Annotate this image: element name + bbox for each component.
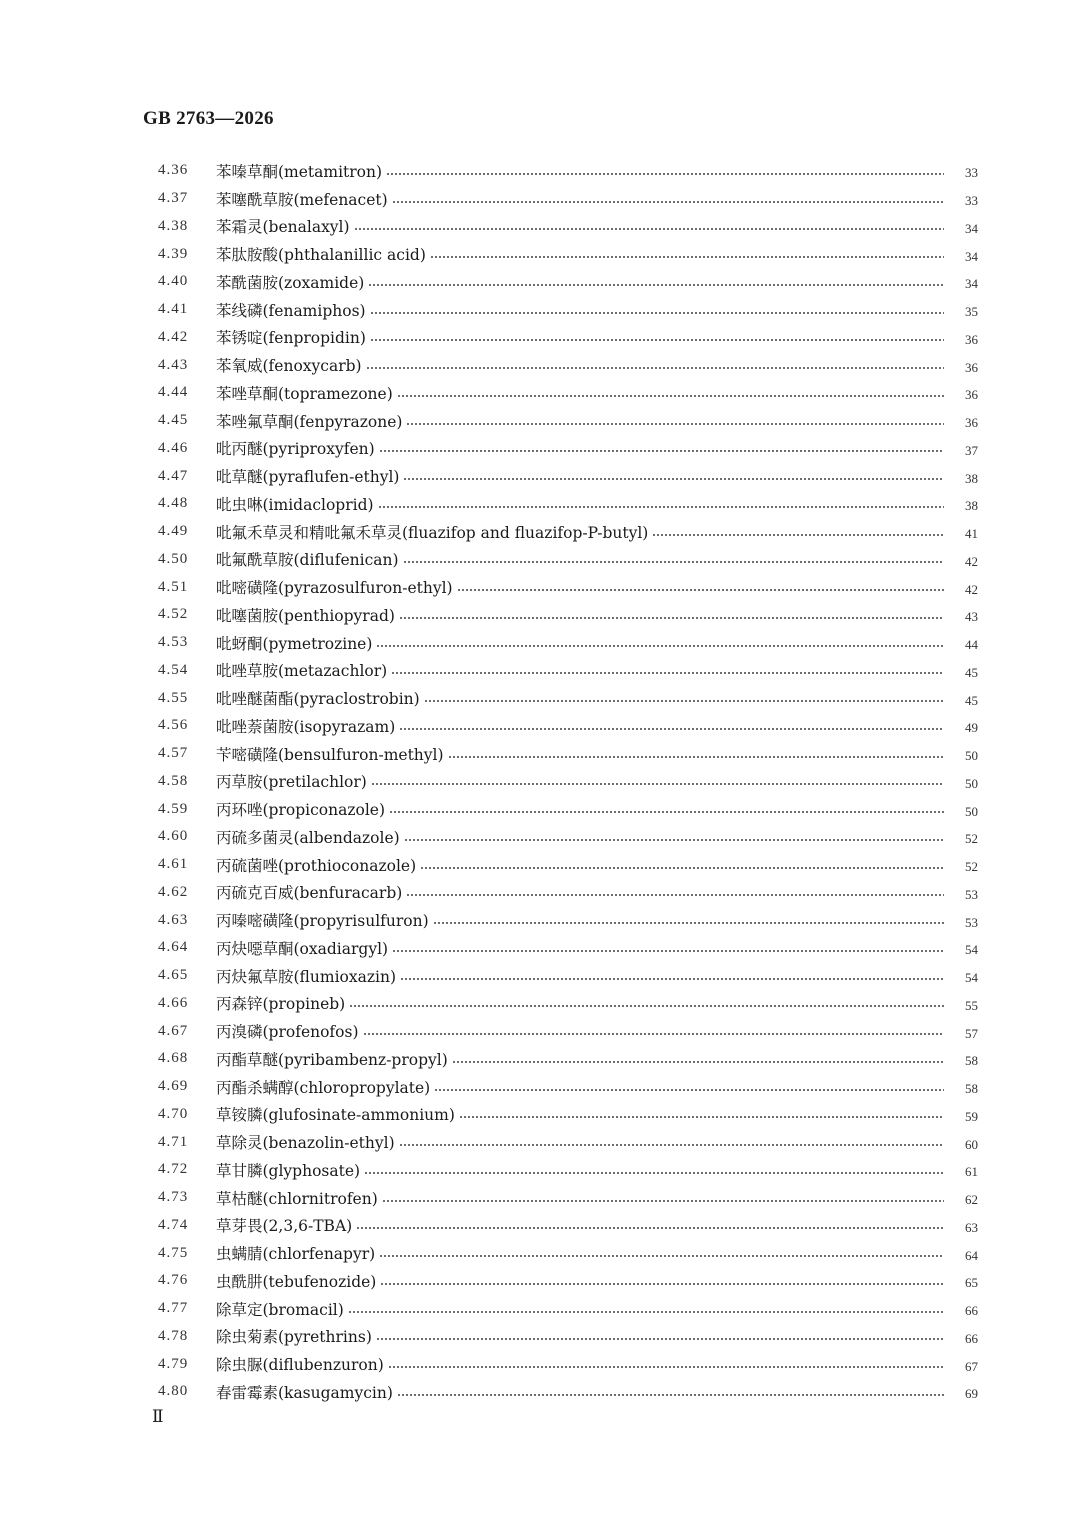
toc-entry-number: 4.77 [158,1300,189,1317]
dot-leader [392,950,944,952]
toc-entry-title: 丙硫克百威(benfuracarb) [216,884,403,903]
toc-entry[interactable] [158,657,978,685]
dot-leader [356,1227,944,1229]
toc-entry-title: 苯肽胺酸(phthalanillic acid) [216,246,426,265]
page-number: Ⅱ [152,1407,164,1426]
toc-entry-number: 4.79 [158,1355,189,1372]
dot-leader [452,1061,944,1063]
toc-entry-title: 苄嘧磺隆(bensulfuron-methyl) [216,745,444,764]
dot-leader [397,395,944,397]
toc-entry-page: 66 [965,1330,978,1346]
toc-entry[interactable] [158,351,978,379]
dot-leader [370,312,944,314]
toc-entry-page: 50 [965,803,978,819]
toc-entry-page: 65 [965,1275,978,1291]
toc-entry[interactable] [158,990,978,1018]
toc-entry-title: 苯霜灵(benalaxyl) [216,218,350,237]
toc-entry-page: 42 [965,581,978,597]
toc-entry[interactable] [158,240,978,268]
toc-entry[interactable] [158,1101,978,1129]
toc-entry[interactable] [158,601,978,629]
toc-entry-title: 苯线磷(fenamiphos) [216,301,366,320]
dot-leader [382,1200,944,1202]
toc-entry[interactable] [158,1017,978,1045]
toc-entry-title: 虫螨腈(chlorfenapyr) [216,1245,376,1264]
toc-entry-number: 4.80 [158,1383,189,1400]
toc-entry-title: 吡蚜酮(pymetrozine) [216,634,373,653]
toc-entry-title: 苯酰菌胺(zoxamide) [216,273,365,292]
toc-entry[interactable] [158,518,978,546]
toc-entry-title: 吡唑萘菌胺(isopyrazam) [216,717,396,736]
dot-leader [392,201,944,203]
toc-entry[interactable] [158,1073,978,1101]
toc-entry-title: 丙酯杀螨醇(chloropropylate) [216,1078,431,1097]
dot-leader [406,423,944,425]
toc-entry-page: 49 [965,720,978,736]
toc-entry-title: 苯锈啶(fenpropidin) [216,329,366,348]
toc-entry[interactable] [158,546,978,574]
toc-entry-number: 4.63 [158,911,189,928]
toc-entry-number: 4.43 [158,356,189,373]
dot-leader [389,811,944,813]
toc-entry-number: 4.61 [158,856,189,873]
dot-leader [652,534,944,536]
toc-entry-title: 草铵膦(glufosinate-ammonium) [216,1106,455,1125]
toc-entry-title: 除虫脲(diflubenzuron) [216,1356,384,1375]
toc-entry-title: 吡嘧磺隆(pyrazosulfuron-ethyl) [216,579,453,598]
toc-entry-title: 草除灵(benazolin-ethyl) [216,1134,395,1153]
toc-entry-title: 丙硫多菌灵(albendazole) [216,828,400,847]
toc-entry-number: 4.46 [158,439,189,456]
toc-entry-page: 67 [965,1358,978,1374]
dot-leader [424,700,944,702]
toc-entry-page: 58 [965,1053,978,1069]
toc-entry-title: 丙炔氟草胺(flumioxazin) [216,967,396,986]
toc-entry-number: 4.78 [158,1327,189,1344]
toc-entry-number: 4.51 [158,578,189,595]
toc-entry-number: 4.52 [158,606,189,623]
toc-entry[interactable] [158,1295,978,1323]
toc-entry-page: 59 [965,1108,978,1124]
toc-entry-number: 4.40 [158,273,189,290]
toc-entry[interactable] [158,1350,978,1378]
toc-entry[interactable] [158,1128,978,1156]
toc-entry-page: 58 [965,1081,978,1097]
toc-entry-number: 4.47 [158,467,189,484]
toc-entry[interactable] [158,1267,978,1295]
toc-entry-title: 吡唑醚菌酯(pyraclostrobin) [216,690,420,709]
toc-entry-page: 64 [965,1247,978,1263]
toc-entry-title: 苯唑氟草酮(fenpyrazone) [216,412,403,431]
dot-leader [457,589,944,591]
toc-entry-title: 春雷霉素(kasugamycin) [216,1383,393,1402]
toc-entry-number: 4.57 [158,745,189,762]
toc-entry-page: 52 [965,831,978,847]
toc-entry-number: 4.58 [158,772,189,789]
toc-entry[interactable] [158,768,978,796]
dot-leader [430,256,944,258]
toc-entry-number: 4.73 [158,1189,189,1206]
toc-entry[interactable] [158,157,978,185]
toc-entry-title: 苯噻酰草胺(mefenacet) [216,190,388,209]
toc-entry-page: 35 [965,304,978,320]
toc-entry-title: 吡氟酰草胺(diflufenican) [216,551,399,570]
toc-entry-number: 4.70 [158,1105,189,1122]
toc-entry-number: 4.44 [158,384,189,401]
toc-entry-title: 草枯醚(chlornitrofen) [216,1189,378,1208]
dot-leader [380,1283,944,1285]
dot-leader [363,1033,944,1035]
toc-entry-page: 34 [965,248,978,264]
dot-leader [378,506,944,508]
toc-entry-number: 4.48 [158,495,189,512]
table-of-contents [158,157,978,1406]
dot-leader [366,367,944,369]
toc-entry-page: 57 [965,1025,978,1041]
toc-entry-number: 4.71 [158,1133,189,1150]
toc-entry-page: 36 [965,359,978,375]
toc-entry-page: 44 [965,637,978,653]
dot-leader [379,1255,944,1257]
toc-entry-title: 吡氟禾草灵和精吡氟禾草灵(fluazifop and fluazifop-P-butyl) [216,523,649,542]
toc-entry[interactable] [158,851,978,879]
toc-entry-title: 丙酯草醚(pyribambenz-propyl) [216,1050,448,1069]
toc-entry-title: 丙硫菌唑(prothioconazole) [216,856,417,875]
toc-entry-title: 丙草胺(pretilachlor) [216,773,367,792]
toc-entry-number: 4.75 [158,1244,189,1261]
toc-entry-page: 50 [965,748,978,764]
toc-entry-title: 除草定(bromacil) [216,1300,344,1319]
toc-entry-page: 36 [965,387,978,403]
toc-entry-page: 43 [965,609,978,625]
toc-entry-number: 4.50 [158,550,189,567]
toc-entry-page: 45 [965,692,978,708]
toc-entry[interactable] [158,1184,978,1212]
toc-entry-number: 4.65 [158,967,189,984]
dot-leader [379,450,944,452]
dot-leader [391,672,944,674]
toc-entry[interactable] [158,629,978,657]
toc-entry-page: 38 [965,498,978,514]
toc-entry[interactable] [158,185,978,213]
toc-entry-number: 4.59 [158,800,189,817]
toc-entry[interactable] [158,296,978,324]
toc-entry-page: 45 [965,664,978,680]
toc-entry[interactable] [158,324,978,352]
toc-entry-number: 4.66 [158,994,189,1011]
toc-entry-page: 36 [965,415,978,431]
toc-entry-page: 41 [965,526,978,542]
toc-entry-number: 4.38 [158,217,189,234]
dot-leader [388,1366,944,1368]
toc-entry-number: 4.76 [158,1272,189,1289]
toc-entry-title: 草芽畏(2,3,6-TBA) [216,1217,353,1236]
toc-entry[interactable] [158,1239,978,1267]
toc-entry[interactable] [158,1156,978,1184]
dot-leader [434,1089,944,1091]
toc-entry-number: 4.54 [158,661,189,678]
toc-entry[interactable] [158,379,978,407]
dot-leader [348,1311,944,1313]
toc-entry-title: 吡虫啉(imidacloprid) [216,495,374,514]
toc-entry-page: 33 [965,193,978,209]
toc-entry-page: 55 [965,997,978,1013]
toc-entry-title: 吡噻菌胺(penthiopyrad) [216,606,395,625]
toc-entry-number: 4.74 [158,1216,189,1233]
toc-entry[interactable] [158,823,978,851]
toc-entry-page: 62 [965,1192,978,1208]
toc-entry[interactable] [158,684,978,712]
toc-entry-page: 42 [965,553,978,569]
dot-leader [386,173,944,175]
toc-entry-number: 4.55 [158,689,189,706]
toc-entry-number: 4.56 [158,717,189,734]
toc-entry-number: 4.72 [158,1161,189,1178]
toc-entry-title: 丙嗪嘧磺隆(propyrisulfuron) [216,912,429,931]
toc-entry-page: 36 [965,331,978,347]
toc-entry[interactable] [158,795,978,823]
dot-leader [397,1394,944,1396]
toc-entry-number: 4.42 [158,328,189,345]
toc-entry[interactable] [158,490,978,518]
toc-entry-page: 34 [965,220,978,236]
dot-leader [400,978,944,980]
dot-leader [399,617,944,619]
toc-entry[interactable] [158,462,978,490]
dot-leader [376,1338,944,1340]
toc-entry-number: 4.37 [158,190,189,207]
toc-entry-number: 4.62 [158,883,189,900]
toc-entry[interactable] [158,1212,978,1240]
toc-entry-page: 34 [965,276,978,292]
toc-entry-title: 虫酰肼(tebufenozide) [216,1272,377,1291]
toc-entry-number: 4.53 [158,634,189,651]
dot-leader [459,1116,944,1118]
toc-entry-page: 66 [965,1303,978,1319]
dot-leader [376,645,944,647]
toc-entry-page: 60 [965,1136,978,1152]
toc-entry[interactable] [158,1378,978,1406]
dot-leader [403,561,944,563]
toc-entry-number: 4.68 [158,1050,189,1067]
dot-leader [420,867,944,869]
toc-entry-number: 4.39 [158,245,189,262]
toc-entry-number: 4.45 [158,412,189,429]
toc-entry-page: 53 [965,886,978,902]
dot-leader [406,894,944,896]
dot-leader [364,1172,944,1174]
toc-entry[interactable] [158,407,978,435]
dot-leader [368,284,944,286]
dot-leader [370,339,944,341]
dot-leader [354,228,944,230]
toc-entry-title: 丙环唑(propiconazole) [216,801,386,820]
toc-entry-title: 苯嗪草酮(metamitron) [216,162,383,181]
toc-entry-title: 苯唑草酮(topramezone) [216,384,393,403]
dot-leader [404,839,944,841]
toc-entry-title: 吡丙醚(pyriproxyfen) [216,440,375,459]
toc-entry-page: 54 [965,942,978,958]
document-code: GB 2763—2026 [143,108,274,129]
toc-entry[interactable] [158,712,978,740]
toc-entry-page: 54 [965,970,978,986]
toc-entry-number: 4.36 [158,162,189,179]
dot-leader [448,756,944,758]
toc-entry-title: 吡草醚(pyraflufen-ethyl) [216,468,400,487]
dot-leader [433,922,944,924]
toc-entry[interactable] [158,213,978,241]
toc-entry-number: 4.60 [158,828,189,845]
toc-entry-title: 吡唑草胺(metazachlor) [216,662,388,681]
dot-leader [399,728,944,730]
toc-entry[interactable] [158,906,978,934]
dot-leader [403,478,944,480]
toc-entry-page: 38 [965,470,978,486]
toc-entry-page: 61 [965,1164,978,1180]
toc-entry-number: 4.67 [158,1022,189,1039]
toc-entry-title: 草甘膦(glyphosate) [216,1161,361,1180]
toc-entry-title: 丙森锌(propineb) [216,995,346,1014]
toc-entry[interactable] [158,1323,978,1351]
toc-entry-number: 4.69 [158,1078,189,1095]
toc-entry[interactable] [158,1045,978,1073]
toc-entry-page: 53 [965,914,978,930]
toc-entry-title: 除虫菊素(pyrethrins) [216,1328,372,1347]
dot-leader [399,1144,944,1146]
toc-entry-page: 37 [965,442,978,458]
toc-entry-page: 63 [965,1219,978,1235]
toc-entry[interactable] [158,879,978,907]
toc-entry-number: 4.41 [158,301,189,318]
toc-entry[interactable] [158,573,978,601]
toc-entry-page: 69 [965,1386,978,1402]
toc-entry-page: 33 [965,165,978,181]
toc-entry-title: 苯氧威(fenoxycarb) [216,357,362,376]
toc-entry[interactable] [158,934,978,962]
toc-entry[interactable] [158,740,978,768]
toc-entry-page: 52 [965,859,978,875]
toc-entry-title: 丙炔噁草酮(oxadiargyl) [216,939,389,958]
toc-entry-number: 4.64 [158,939,189,956]
toc-entry[interactable] [158,268,978,296]
toc-entry[interactable] [158,962,978,990]
toc-entry-number: 4.49 [158,523,189,540]
dot-leader [371,783,944,785]
toc-entry[interactable] [158,435,978,463]
toc-entry-page: 50 [965,775,978,791]
toc-entry-title: 丙溴磷(profenofos) [216,1023,359,1042]
dot-leader [349,1005,944,1007]
